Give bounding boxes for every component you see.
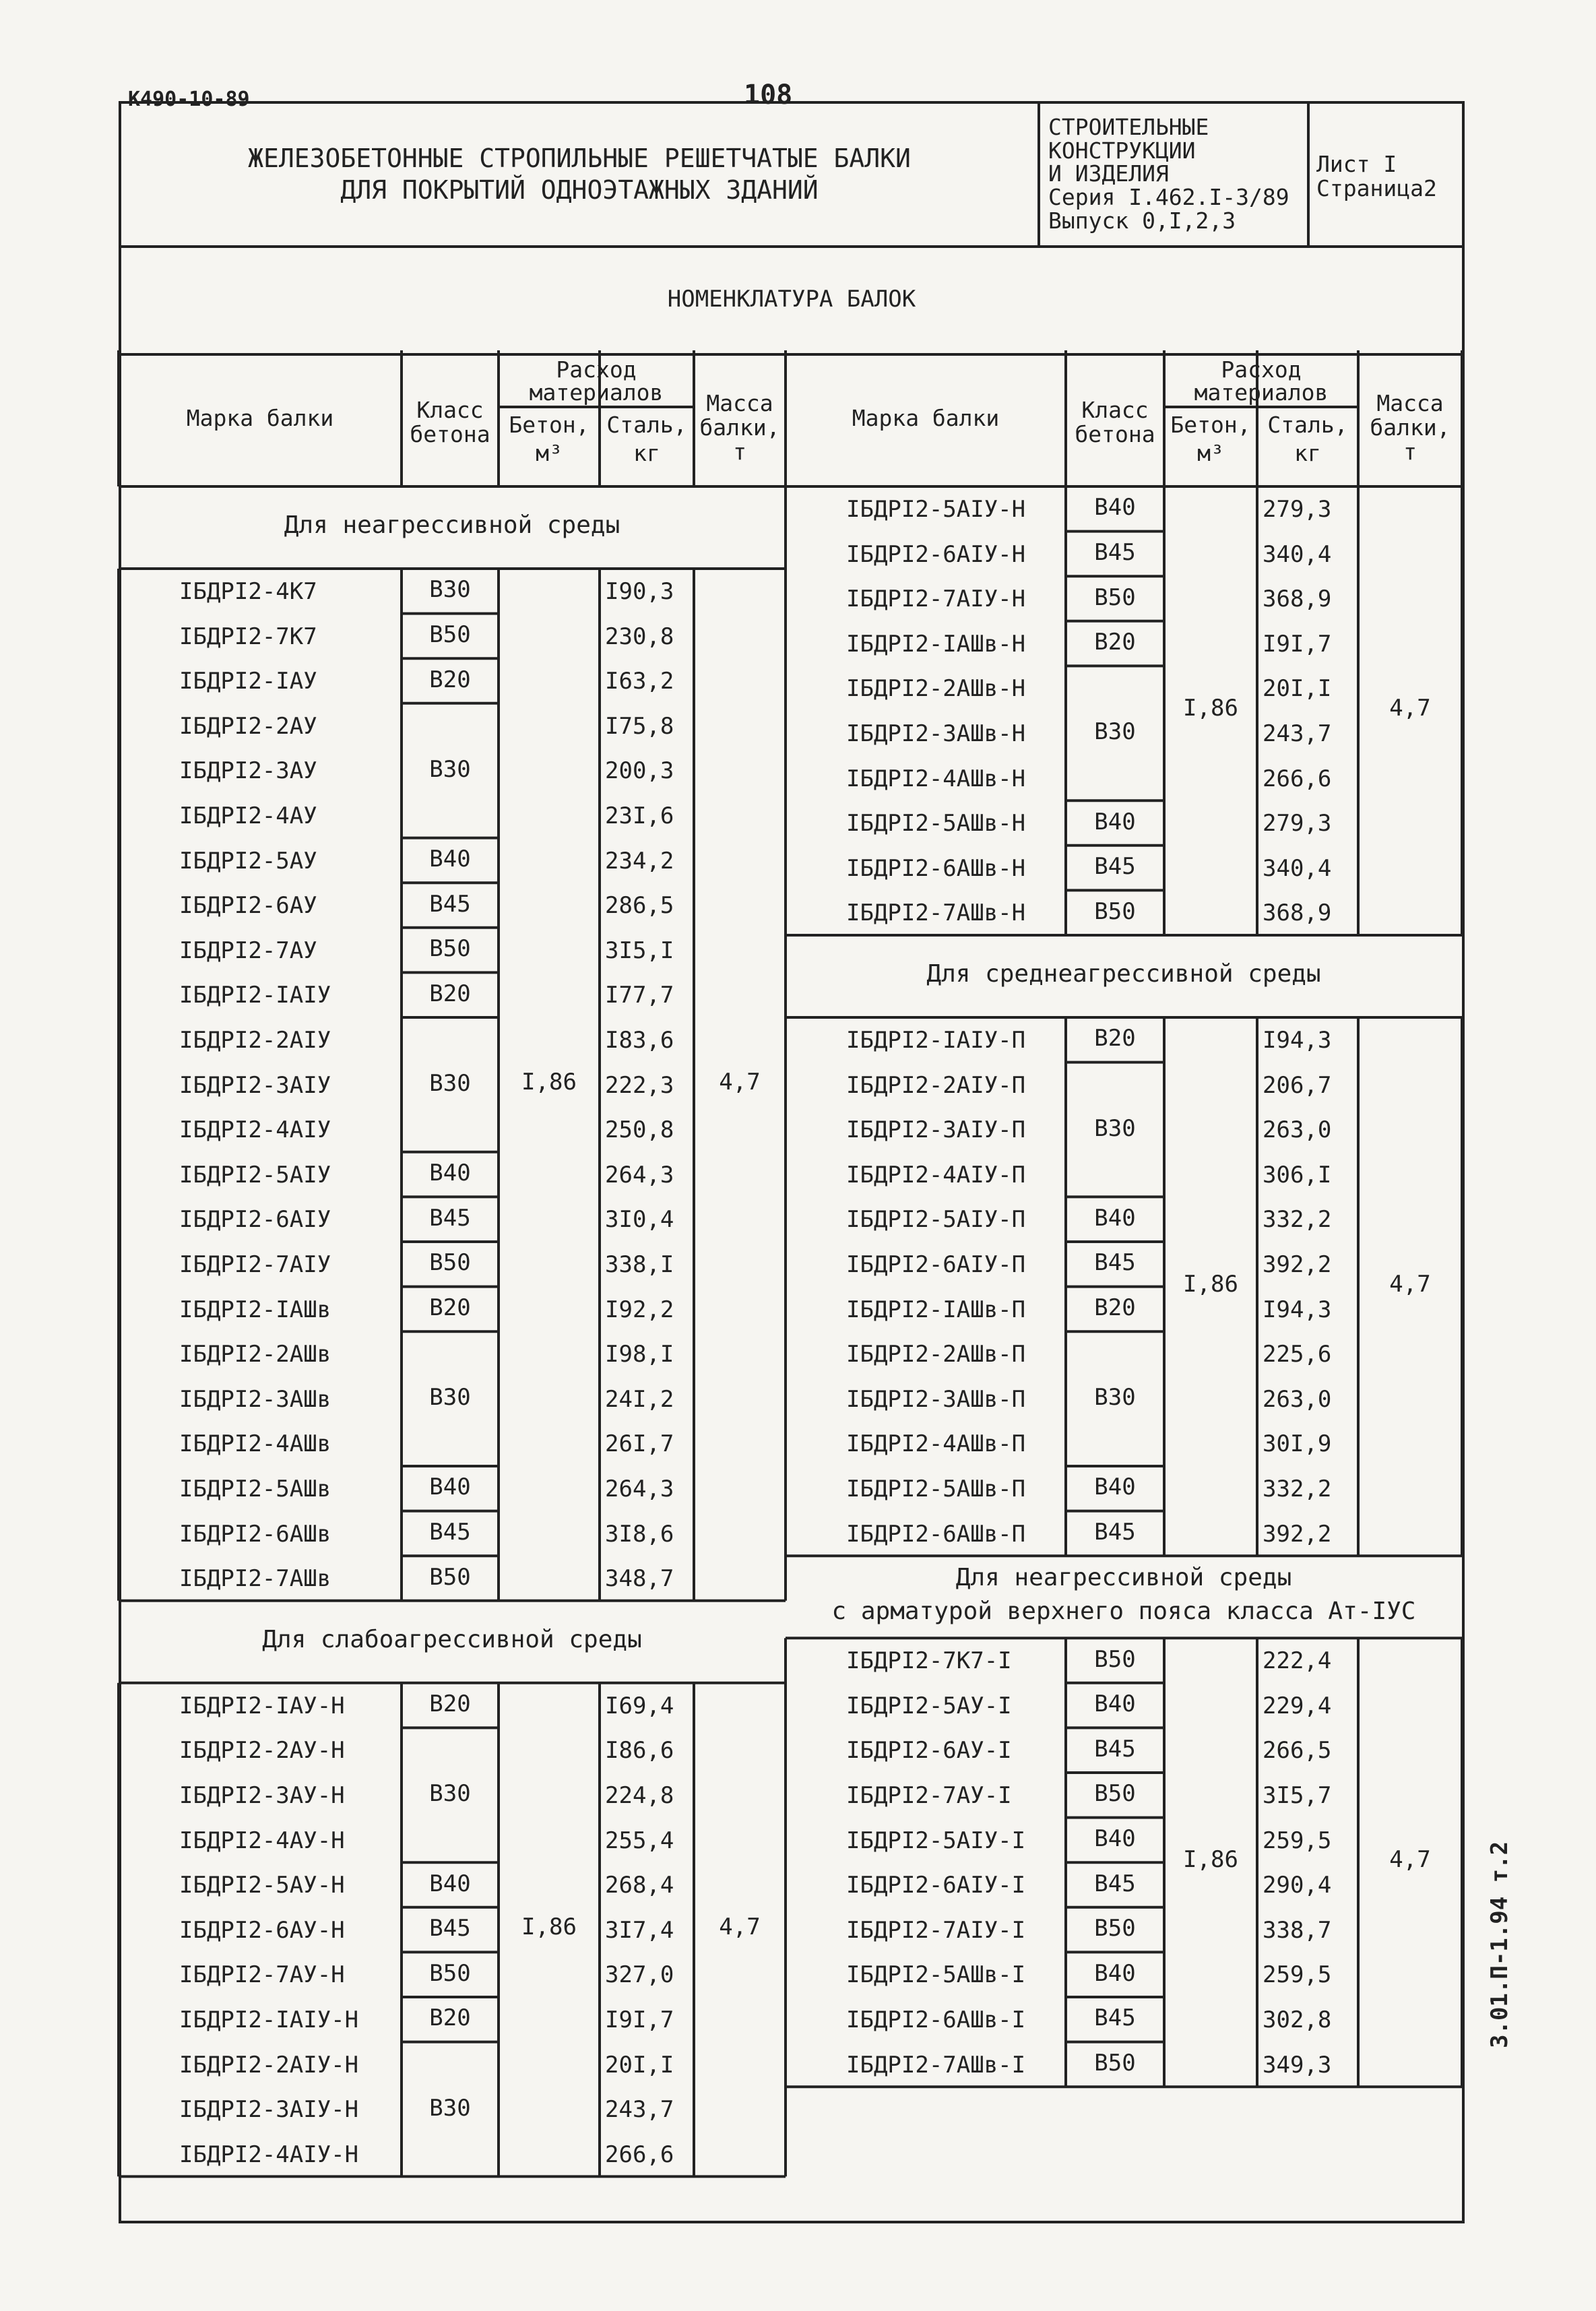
steel-kg: 332,2 bbox=[1263, 1207, 1332, 1234]
concrete-class: В50 bbox=[429, 622, 471, 648]
beam-mark: IБДРI2-3АIУ bbox=[179, 1073, 331, 1099]
concrete-class: В30 bbox=[1094, 1116, 1136, 1142]
column-header-mass: Масса bbox=[706, 390, 773, 416]
column-header-steel: Сталь, bbox=[1267, 412, 1348, 438]
concrete-class: В40 bbox=[1094, 1205, 1136, 1232]
column-header-consumption: Расход bbox=[1221, 356, 1302, 383]
section-heading: Для неагрессивной среды bbox=[284, 511, 620, 539]
concrete-class: В20 bbox=[429, 1692, 471, 1718]
steel-kg: 338,I bbox=[605, 1253, 674, 1278]
steel-kg: I86,6 bbox=[605, 1738, 674, 1765]
beam-mark: IБДРI2-4К7 bbox=[179, 579, 317, 605]
page-number: 108 bbox=[744, 80, 793, 110]
column-header-class: Класс bbox=[1081, 397, 1149, 423]
concrete-class: В50 bbox=[429, 1961, 471, 1987]
steel-kg: 225,6 bbox=[1263, 1342, 1332, 1368]
steel-kg: 266,6 bbox=[1263, 766, 1332, 792]
beam-mark: IБДРI2-2АУ bbox=[179, 714, 317, 740]
steel-kg: 3I5,7 bbox=[1263, 1783, 1332, 1809]
beam-mark: IБДРI2-3АIУ-П bbox=[846, 1118, 1026, 1144]
concrete-class: В45 bbox=[1094, 854, 1136, 881]
concrete-class: В40 bbox=[1094, 1826, 1136, 1852]
steel-kg: 306,I bbox=[1263, 1162, 1332, 1189]
column-header-mass: т bbox=[733, 439, 746, 465]
steel-kg: 264,3 bbox=[605, 1162, 674, 1189]
steel-kg: I69,4 bbox=[605, 1693, 674, 1719]
column-header-concrete: Бетон, bbox=[509, 412, 589, 438]
column-header-steel: кг bbox=[633, 440, 660, 466]
sheet-number: Лист I bbox=[1316, 151, 1397, 177]
concrete-class: В40 bbox=[1094, 1692, 1136, 1718]
beam-mark: IБДРI2-5АУ-Н bbox=[179, 1873, 345, 1899]
steel-kg: I77,7 bbox=[605, 983, 674, 1009]
steel-kg: 279,3 bbox=[1263, 811, 1332, 837]
concrete-class: В45 bbox=[429, 891, 471, 918]
beam-mark: IБДРI2-6АШв bbox=[179, 1521, 331, 1548]
beam-mark: IБДРI2-4АIУ bbox=[179, 1118, 331, 1144]
beam-mark: IБДРI2-2АШв bbox=[179, 1342, 331, 1368]
concrete-class: В40 bbox=[429, 846, 471, 873]
steel-kg: 340,4 bbox=[1263, 542, 1332, 568]
column-header-class: Класс bbox=[416, 397, 484, 423]
steel-kg: 234,2 bbox=[605, 848, 674, 875]
column-header-mark: Марка балки bbox=[852, 405, 1000, 431]
beam-mark: IБДРI2-2АIУ-Н bbox=[179, 2052, 359, 2079]
steel-kg: 263,0 bbox=[1263, 1387, 1332, 1413]
concrete-class: В30 bbox=[429, 1781, 471, 1808]
beam-mark: IБДРI2-4АШв-П bbox=[846, 1432, 1026, 1458]
concrete-class: В45 bbox=[1094, 540, 1136, 566]
concrete-class: В50 bbox=[429, 937, 471, 963]
column-header-steel: Сталь, bbox=[606, 412, 687, 438]
steel-kg: 392,2 bbox=[1263, 1253, 1332, 1278]
beam-mark: IБДРI2-3АУ bbox=[179, 759, 317, 785]
steel-kg: 30I,9 bbox=[1263, 1432, 1332, 1458]
beam-mass: 4,7 bbox=[1389, 696, 1431, 722]
concrete-class: В50 bbox=[1094, 1647, 1136, 1673]
concrete-class: В50 bbox=[1094, 899, 1136, 925]
beam-mark: IБДРI2-2АУ-Н bbox=[179, 1738, 345, 1765]
steel-kg: 348,7 bbox=[605, 1566, 674, 1593]
column-header-consumption: материалов bbox=[529, 379, 664, 406]
column-header-mass: Масса bbox=[1376, 390, 1444, 416]
steel-kg: 255,4 bbox=[605, 1828, 674, 1854]
column-header-mass: балки, bbox=[699, 414, 780, 441]
steel-kg: I98,I bbox=[605, 1342, 674, 1368]
concrete-class: В45 bbox=[429, 1205, 471, 1232]
beam-mark: IБДРI2-5АIУ bbox=[179, 1162, 331, 1189]
steel-kg: 20I,I bbox=[605, 2052, 674, 2079]
section-heading: Для среднеагрессивной среды bbox=[926, 960, 1321, 988]
steel-kg: 250,8 bbox=[605, 1118, 674, 1144]
concrete-class: В40 bbox=[429, 1475, 471, 1501]
steel-kg: 349,3 bbox=[1263, 2052, 1332, 2079]
concrete-class: В50 bbox=[429, 1251, 471, 1277]
beam-mark: IБДРI2-3АУ-Н bbox=[179, 1783, 345, 1809]
concrete-class: В50 bbox=[1094, 585, 1136, 611]
concrete-class: В45 bbox=[429, 1519, 471, 1546]
beam-mark: IБДРI2-7АIУ-Н bbox=[846, 587, 1026, 613]
steel-kg: 243,7 bbox=[605, 2097, 674, 2124]
beam-mark: IБДРI2-7АУ-Н bbox=[179, 1963, 345, 1989]
steel-kg: 3I7,4 bbox=[605, 1918, 674, 1944]
steel-kg: I92,2 bbox=[605, 1297, 674, 1323]
section-heading: Для слабоагрессивной среды bbox=[262, 1625, 642, 1653]
beam-mark: IБДРI2-4АIУ-П bbox=[846, 1162, 1026, 1189]
steel-kg: 279,3 bbox=[1263, 497, 1332, 523]
series-line: Выпуск 0,I,2,3 bbox=[1048, 207, 1236, 234]
beam-mark: IБДРI2-7АIУ-I bbox=[846, 1918, 1026, 1944]
beam-mark: IБДРI2-4АУ-Н bbox=[179, 1828, 345, 1854]
steel-kg: 259,5 bbox=[1263, 1963, 1332, 1989]
steel-kg: 263,0 bbox=[1263, 1118, 1332, 1144]
steel-kg: 392,2 bbox=[1263, 1521, 1332, 1548]
concrete-volume: I,86 bbox=[1183, 696, 1238, 722]
steel-kg: 368,9 bbox=[1263, 901, 1332, 927]
steel-kg: 259,5 bbox=[1263, 1828, 1332, 1854]
series-line: КОНСТРУКЦИИ bbox=[1048, 137, 1196, 164]
concrete-class: В20 bbox=[429, 1295, 471, 1321]
steel-kg: 340,4 bbox=[1263, 856, 1332, 882]
concrete-class: В20 bbox=[1094, 630, 1136, 656]
steel-kg: I9I,7 bbox=[1263, 631, 1332, 658]
steel-kg: 3I8,6 bbox=[605, 1521, 674, 1548]
steel-kg: 26I,7 bbox=[605, 1432, 674, 1458]
beam-mark: IБДРI2-7АШв-I bbox=[846, 2052, 1026, 2079]
beam-mark: IБДРI2-4АУ bbox=[179, 804, 317, 829]
concrete-class: В30 bbox=[429, 577, 471, 604]
beam-mark: IБДРI2-5АIУ-П bbox=[846, 1207, 1026, 1234]
steel-kg: 222,4 bbox=[1263, 1649, 1332, 1675]
beam-mark: IБДРI2-3АШв bbox=[179, 1387, 331, 1413]
beam-mark: IБДРI2-7К7 bbox=[179, 624, 317, 650]
concrete-class: В45 bbox=[1094, 1519, 1136, 1546]
concrete-class: В30 bbox=[1094, 1385, 1136, 1412]
steel-kg: 3I5,I bbox=[605, 938, 674, 964]
steel-kg: 222,3 bbox=[605, 1073, 674, 1099]
beam-mark: IБДРI2-7АУ-I bbox=[846, 1783, 1012, 1809]
concrete-class: В20 bbox=[1094, 1026, 1136, 1052]
beam-mark: IБДРI2-5АУ bbox=[179, 848, 317, 875]
beam-mark: IБДРI2-6АIУ-I bbox=[846, 1873, 1026, 1899]
beam-mass: 4,7 bbox=[719, 1069, 761, 1096]
steel-kg: 327,0 bbox=[605, 1963, 674, 1989]
steel-kg: 264,3 bbox=[605, 1477, 674, 1502]
beam-mark: IБДРI2-6АIУ-Н bbox=[846, 542, 1026, 568]
beam-mark: IБДРI2-6АШв-Н bbox=[846, 856, 1026, 882]
column-header-steel: кг bbox=[1294, 440, 1321, 466]
steel-kg: I75,8 bbox=[605, 714, 674, 740]
beam-mark: IБДРI2-5АШв-П bbox=[846, 1477, 1026, 1502]
column-header-consumption: Расход bbox=[556, 356, 637, 383]
beam-mark: IБДРI2-4АШв-Н bbox=[846, 766, 1026, 792]
concrete-volume: I,86 bbox=[521, 1069, 577, 1096]
beam-mark: IБДРI2-IАУ-Н bbox=[179, 1693, 345, 1719]
concrete-class: В45 bbox=[429, 1916, 471, 1942]
column-header-concrete: Бетон, bbox=[1170, 412, 1251, 438]
beam-mark: IБДРI2-7АIУ bbox=[179, 1253, 331, 1278]
beam-mark: IБДРI2-IАIУ bbox=[179, 983, 331, 1009]
beam-mark: IБДРI2-6АУ-Н bbox=[179, 1918, 345, 1944]
column-header-mass: балки, bbox=[1370, 414, 1450, 441]
beam-mark: IБДРI2-7К7-I bbox=[846, 1649, 1012, 1675]
beam-mark: IБДРI2-IАУ bbox=[179, 669, 317, 695]
beam-mark: IБДРI2-2АIУ-П bbox=[846, 1073, 1026, 1099]
concrete-class: В30 bbox=[429, 1071, 471, 1097]
column-header-concrete: м³ bbox=[536, 440, 563, 466]
concrete-class: В45 bbox=[1094, 2006, 1136, 2032]
column-header-mass: т bbox=[1403, 439, 1417, 465]
column-header-class: бетона bbox=[410, 421, 490, 447]
beam-mark: IБДРI2-IАШв bbox=[179, 1297, 331, 1323]
document-code: К490-10-89 bbox=[128, 88, 250, 111]
steel-kg: 229,4 bbox=[1263, 1693, 1332, 1719]
beam-mark: IБДРI2-5АШв-I bbox=[846, 1963, 1026, 1989]
beam-mark: IБДРI2-2АШв-Н bbox=[846, 676, 1026, 703]
steel-kg: 224,8 bbox=[605, 1783, 674, 1809]
steel-kg: 23I,6 bbox=[605, 804, 674, 829]
steel-kg: 266,5 bbox=[1263, 1738, 1332, 1765]
series-line: И ИЗДЕЛИЯ bbox=[1048, 160, 1169, 187]
steel-kg: I9I,7 bbox=[605, 2008, 674, 2033]
steel-kg: I94,3 bbox=[1263, 1028, 1332, 1054]
beam-mark: IБДРI2-3АШв-П bbox=[846, 1387, 1026, 1413]
steel-kg: I94,3 bbox=[1263, 1297, 1332, 1323]
nomenclature-heading: НОМЕНКЛАТУРА БАЛОК bbox=[121, 245, 1462, 356]
column-header-consumption: материалов bbox=[1194, 379, 1329, 406]
concrete-class: В40 bbox=[429, 1161, 471, 1187]
steel-kg: 338,7 bbox=[1263, 1918, 1332, 1944]
series-line: СТРОИТЕЛЬНЫЕ bbox=[1048, 114, 1209, 140]
concrete-class: В30 bbox=[429, 2095, 471, 2122]
concrete-class: В40 bbox=[1094, 1961, 1136, 1987]
beam-mark: IБДРI2-IАШв-П bbox=[846, 1297, 1026, 1323]
steel-kg: 302,8 bbox=[1263, 2008, 1332, 2033]
concrete-class: В50 bbox=[1094, 1781, 1136, 1808]
beam-mark: IБДРI2-3АШв-Н bbox=[846, 722, 1026, 747]
steel-kg: 206,7 bbox=[1263, 1073, 1332, 1099]
section-heading: Для неагрессивной среды bbox=[955, 1564, 1292, 1592]
concrete-class: В50 bbox=[429, 1564, 471, 1591]
steel-kg: 230,8 bbox=[605, 624, 674, 650]
archive-stamp: 3.01.П-1.94 т.2 bbox=[1486, 1841, 1513, 2048]
concrete-class: В40 bbox=[1094, 809, 1136, 835]
beam-mark: IБДРI2-6АУ-I bbox=[846, 1738, 1012, 1765]
column-header-concrete: м³ bbox=[1197, 440, 1224, 466]
beam-mass: 4,7 bbox=[1389, 1271, 1431, 1298]
steel-kg: 286,5 bbox=[605, 893, 674, 920]
concrete-class: В45 bbox=[1094, 1251, 1136, 1277]
beam-mass: 4,7 bbox=[719, 1915, 761, 1941]
steel-kg: I63,2 bbox=[605, 669, 674, 695]
section-heading: с арматурой верхнего пояса класса Ат-IУС bbox=[831, 1597, 1416, 1626]
beam-mark: IБДРI2-5АIУ-Н bbox=[846, 497, 1026, 523]
steel-kg: 200,3 bbox=[605, 759, 674, 785]
steel-kg: 243,7 bbox=[1263, 722, 1332, 747]
concrete-class: В20 bbox=[429, 667, 471, 693]
column-header-mark: Марка балки bbox=[186, 405, 334, 431]
steel-kg: 266,6 bbox=[605, 2142, 674, 2168]
beam-mark: IБДРI2-4АШв bbox=[179, 1432, 331, 1458]
beam-mass: 4,7 bbox=[1389, 1847, 1431, 1874]
concrete-class: В40 bbox=[1094, 495, 1136, 521]
concrete-class: В50 bbox=[1094, 2050, 1136, 2077]
steel-kg: 332,2 bbox=[1263, 1477, 1332, 1502]
beam-mark: IБДРI2-IАIУ-Н bbox=[179, 2008, 359, 2033]
concrete-volume: I,86 bbox=[1183, 1271, 1238, 1298]
beam-mark: IБДРI2-5АУ-I bbox=[846, 1693, 1012, 1719]
steel-kg: I90,3 bbox=[605, 579, 674, 605]
concrete-class: В20 bbox=[1094, 1295, 1136, 1321]
title-line-1: ЖЕЛЕЗОБЕТОННЫЕ СТРОПИЛЬНЫЕ РЕШЕТЧАТЫЕ БАЛКИ bbox=[248, 143, 911, 173]
concrete-class: В40 bbox=[1094, 1475, 1136, 1501]
beam-mark: IБДРI2-5АШв-Н bbox=[846, 811, 1026, 837]
beam-mark: IБДРI2-5АIУ-I bbox=[846, 1828, 1026, 1854]
beam-mark: IБДРI2-4АIУ-Н bbox=[179, 2142, 359, 2168]
steel-kg: 20I,I bbox=[1263, 676, 1332, 703]
sheet-page: Страница2 bbox=[1316, 175, 1437, 202]
beam-mark: IБДРI2-6АIУ-П bbox=[846, 1253, 1026, 1278]
concrete-class: В50 bbox=[1094, 1916, 1136, 1942]
concrete-class: В20 bbox=[429, 2006, 471, 2032]
steel-kg: 3I0,4 bbox=[605, 1207, 674, 1234]
beam-mark: IБДРI2-7АУ bbox=[179, 938, 317, 964]
beam-mark: IБДРI2-5АШв bbox=[179, 1477, 331, 1502]
steel-kg: 268,4 bbox=[605, 1873, 674, 1899]
concrete-class: В45 bbox=[1094, 1736, 1136, 1763]
beam-mark: IБДРI2-IАIУ-П bbox=[846, 1028, 1026, 1054]
concrete-volume: I,86 bbox=[1183, 1847, 1238, 1874]
beam-mark: IБДРI2-6АШв-П bbox=[846, 1521, 1026, 1548]
concrete-class: В30 bbox=[1094, 720, 1136, 746]
steel-kg: I83,6 bbox=[605, 1028, 674, 1054]
concrete-class: В30 bbox=[429, 757, 471, 783]
concrete-class: В40 bbox=[429, 1871, 471, 1897]
series-line: Серия I.462.I-3/89 bbox=[1048, 183, 1289, 210]
title-line-2: ДЛЯ ПОКРЫТИЙ ОДНОЭТАЖНЫХ ЗДАНИЙ bbox=[340, 175, 819, 205]
steel-kg: 368,9 bbox=[1263, 587, 1332, 613]
beam-mark: IБДРI2-7АШв bbox=[179, 1566, 331, 1593]
steel-kg: 290,4 bbox=[1263, 1873, 1332, 1899]
beam-mark: IБДРI2-2АШв-П bbox=[846, 1342, 1026, 1368]
beam-mark: IБДРI2-IАШв-Н bbox=[846, 631, 1026, 658]
beam-mark: IБДРI2-2АIУ bbox=[179, 1028, 331, 1054]
concrete-class: В45 bbox=[1094, 1871, 1136, 1897]
beam-mark: IБДРI2-6АШв-I bbox=[846, 2008, 1026, 2033]
steel-kg: 24I,2 bbox=[605, 1387, 674, 1413]
beam-mark: IБДРI2-6АУ bbox=[179, 893, 317, 920]
beam-mark: IБДРI2-6АIУ bbox=[179, 1207, 331, 1234]
concrete-class: В30 bbox=[429, 1385, 471, 1412]
concrete-class: В20 bbox=[429, 981, 471, 1007]
beam-mark: IБДРI2-7АШв-Н bbox=[846, 901, 1026, 927]
column-header-class: бетона bbox=[1075, 421, 1155, 447]
beam-mark: IБДРI2-3АIУ-Н bbox=[179, 2097, 359, 2124]
concrete-volume: I,86 bbox=[521, 1915, 577, 1941]
